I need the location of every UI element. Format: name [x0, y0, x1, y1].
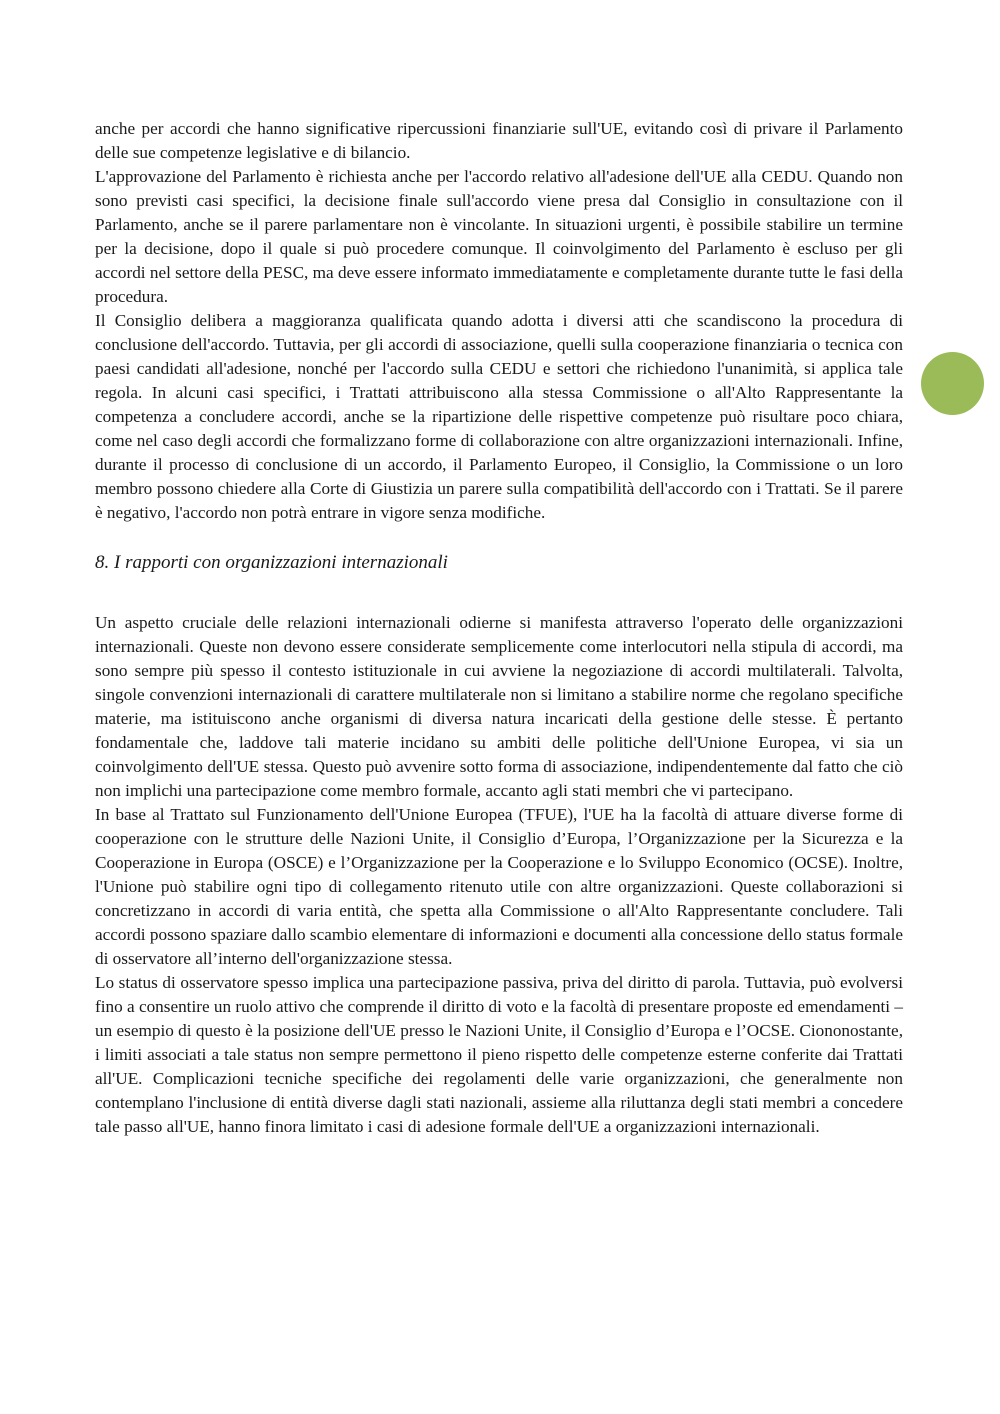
paragraph-tfue-cooperation: In base al Trattato sul Funzionamento dell'Unione Europea (TFUE), l'UE ha la facoltà di attuare diverse forme di cooperazione con le strutture delle Nazioni Unite, il Consiglio d’Europa, l’Organizzazione per la Sicurezza e la Cooperazione in Europa (OSCE) e l’Organizzazione per la Cooperazione e lo Sviluppo Economico (OCSE). Inoltre, l'Unione può stabilire ogni tipo di collegamento ritenuto utile con altre organizzazioni. Queste collaborazioni si concretizzano in accordi di varia entità, che spetta alla Commissione o all'Alto Rappresentante concludere. Tali accordi possono spaziare dallo scambio elementare di informazioni e documenti alla concessione dello status formale di osservatore all’interno dell'organizzazione stessa. — [95, 805, 903, 968]
paragraph-parliament-approval: L'approvazione del Parlamento è richiesta anche per l'accordo relativo all'adesione dell'UE alla CEDU. Quando non sono previsti casi specifici, la decisione finale sull'accordo viene presa dal Consiglio in consultazione con il Parlamento, anche se il parere parlamentare non è vincolante. In situazioni urgenti, è possibile stabilire un termine per la decisione, dopo il quale si può procedere comunque. Il coinvolgimento del Parlamento è escluso per gli accordi nel settore della PESC, ma deve essere informato immediatamente e completamente durante tutte le fasi della procedura. — [95, 167, 903, 306]
paragraph-budget-powers: anche per accordi che hanno significative ripercussioni finanziarie sull'UE, evitando così di privare il Parlamento delle sue competenze legislative e di bilancio. — [95, 119, 903, 162]
paragraph-council-majority: Il Consiglio delibera a maggioranza qualificata quando adotta i diversi atti che scandiscono la procedura di conclusione dell'accordo. Tuttavia, per gli accordi di associazione, quelli sulla cooperazione finanziaria o tecnica con paesi candidati all'adesione, nonché per l'accordo sulla CEDU e settori che richiedono l'unanimità, si applica tale regola. In alcuni casi specifici, i Trattati attribuiscono alla stessa Commissione o all'Alto Rappresentante la competenza a concludere accordi, anche se la ripartizione delle rispettive competenze può risultare poco chiara, come nel caso degli accordi che formalizzano forme di collaborazione con altre organizzazioni internazionali. Infine, durante il processo di conclusione di un accordo, il Parlamento Europeo, il Consiglio, la Commissione o un loro membro possono chiedere alla Corte di Giustizia un parere sulla compatibilità dell'accordo con i Trattati. Se il parere è negativo, l'accordo non potrà entrare in vigore senza modifiche. — [95, 311, 903, 522]
section-heading: 8. I rapporti con organizzazioni internazionali — [95, 552, 448, 573]
document-page — [95, 117, 903, 1139]
paragraph-international-organizations: Un aspetto cruciale delle relazioni internazionali odierne si manifesta attraverso l'operato delle organizzazioni internazionali. Queste non devono essere considerate semplicemente come interlocutori nella stipula di accordi, ma sono sempre più spesso il contesto istituzionale in cui avviene la negoziazione di accordi multilaterali. Talvolta, singole convenzioni internazionali di carattere multilaterale non si limitano a stabilire norme che regolano specifiche materie, ma istituiscono anche organismi di diversa natura incaricati della gestione delle stesse. È pertanto fondamentale che, laddove tali materie incidano su ambiti delle politiche dell'Unione Europea, vi sia un coinvolgimento dell'UE stessa. Questo può avvenire sotto forma di associazione, indipendentemente dal fatto che ciò non implichi una partecipazione come membro formale, accanto agli stati membri che vi partecipano. — [95, 613, 903, 800]
paragraph-observer-status: Lo status di osservatore spesso implica una partecipazione passiva, priva del diritto di parola. Tuttavia, può evolversi fino a consentire un ruolo attivo che comprende il diritto di voto e la facoltà di presentare proposte ed emendamenti – un esempio di questo è la posizione dell'UE presso le Nazioni Unite, il Consiglio d’Europa e l’OCSE. Ciononostante, i limiti associati a tale status non sempre permettono il pieno rispetto delle competenze esterne conferite dai Trattati all'UE. Complicazioni tecniche specifiche dei regolamenti delle varie organizzazioni, che generalmente non contemplano l'inclusione di entità diverse dagli stati nazionali, assieme alla riluttanza degli stati membri a concedere tale passo all'UE, hanno finora limitato i casi di adesione formale dell'UE a organizzazioni internazionali. — [95, 973, 903, 1136]
chapter-tab-circle — [921, 352, 984, 415]
